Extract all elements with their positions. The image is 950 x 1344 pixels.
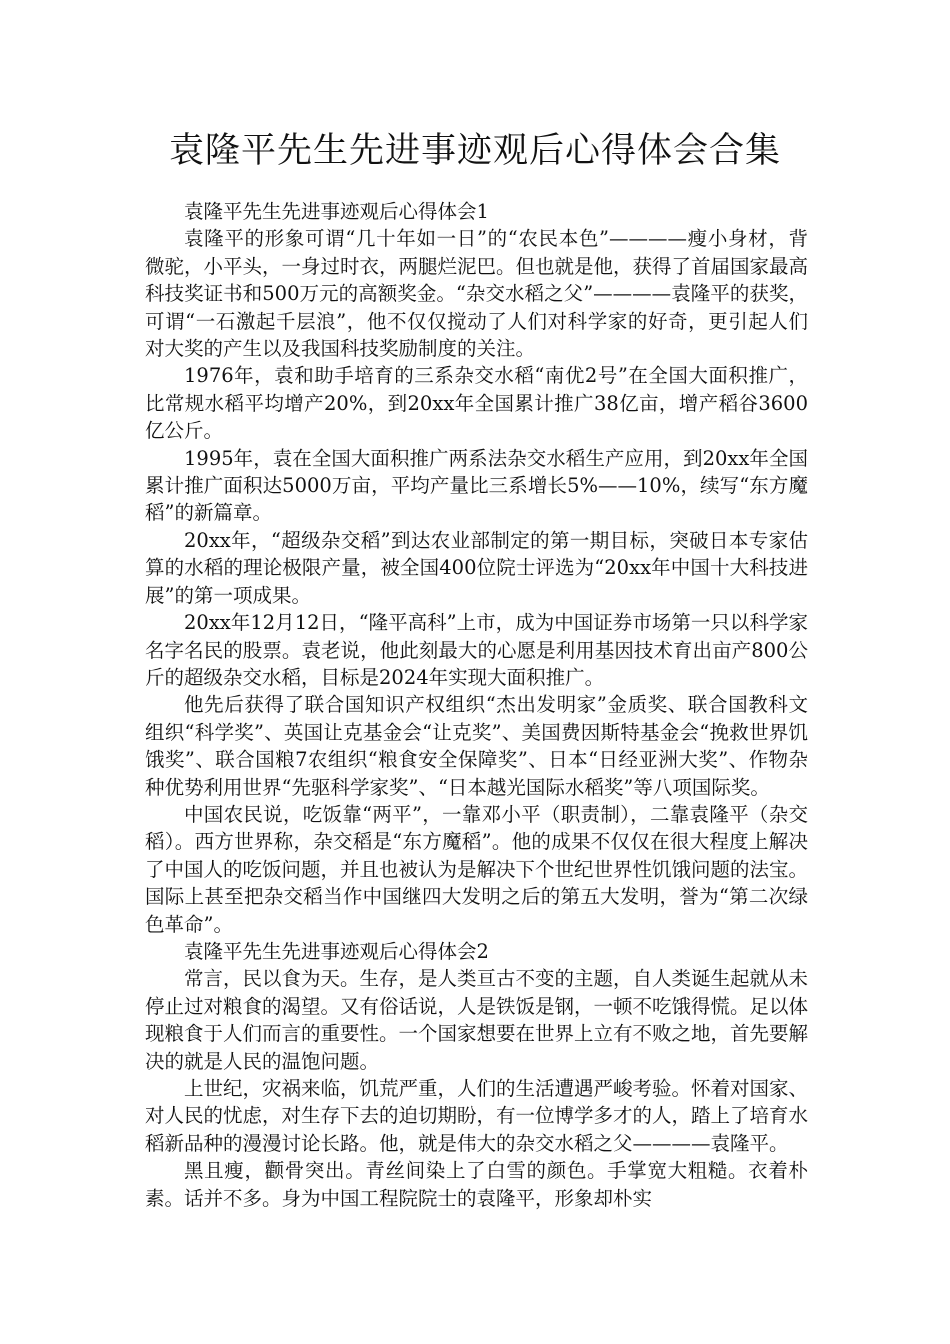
paragraph: 上世纪，灾祸来临，饥荒严重，人们的生活遭遇严峻考验。怀着对国家、对人民的忧虑，对生存下去的迫切期盼，有一位博学多才的人，踏上了培育水稻新品种的漫漫讨论长路。他，就是伟大的杂交水稻之父————袁隆平。	[145, 1077, 809, 1155]
section-heading-2: 袁隆平先生先进事迹观后心得体会2	[184, 939, 489, 963]
paragraph: 中国农民说，吃饭靠“两平”，一靠邓小平（职责制），二靠袁隆平（杂交稻）。西方世界称，杂交稻是“东方魔稻”。他的成果不仅仅在很大程度上解决了中国人的吃饭问题，并且也被认为是解决下个世纪世界性饥饿问题的法宝。国际上甚至把杂交稻当作中国继四大发明之后的第五大发明，誉为“第二次绿色革命”。	[145, 802, 809, 936]
section-heading-1: 袁隆平先生先进事迹观后心得体会1	[184, 200, 489, 223]
document-title: 袁隆平先生先进事迹观后心得体会合集	[168, 131, 781, 171]
paragraph: 1995年，袁在全国大面积推广两系法杂交水稻生产应用，到20xx年全国累计推广面积达5000万亩，平均产量比三系增长5%——10%，续写“东方魔稻”的新篇章。	[145, 446, 808, 525]
paragraph: 常言，民以食为天。生存，是人类亘古不变的主题，自人类诞生起就从未停止过对粮食的渴望。又有俗话说，人是铁饭是钢，一顿不吃饿得慌。足以体现粮食于人们而言的重要性。一个国家想要在世界上立有不败之地，首先要解决的就是人民的温饱问题。	[145, 967, 809, 1073]
paragraph: 他先后获得了联合国知识产权组织“杰出发明家”金质奖、联合国教科文组织“科学奖”、英国让克基金会“让克奖”、美国费因斯特基金会“挽救世界饥饿奖”、联合国粮7农组织“粮食安全保障奖”、日本“日经亚洲大奖”、作物杂种优势利用世界“先驱科学家奖”、“日本越光国际水稻奖”等八项国际奖。	[145, 693, 808, 799]
paragraph: 袁隆平的形象可谓“几十年如一日”的“农民本色”————瘦小身材，背微驼，小平头，一身过时衣，两腿烂泥巴。但也就是他，获得了首届国家最高科技奖证书和500万元的高额奖金。“杂交水稻之父”————袁隆平的获奖，可谓“一石激起千层浪”，他不仅仅搅动了人们对科学家的好奇，更引起人们对大奖的产生以及我国科技奖励制度的关注。	[145, 227, 809, 361]
paragraph: 1976年，袁和助手培育的三系杂交水稻“南优2号”在全国大面积推广，比常规水稻平均增产20%，到20xx年全国累计推广38亿亩，增产稻谷3600亿公斤。	[145, 364, 808, 443]
paragraph: 20xx年，“超级杂交稻”到达农业部制定的第一期目标，突破日本专家估算的水稻的理论极限产量，被全国400位院士评选为“20xx年中国十大科技进展”的第一项成果。	[145, 528, 808, 607]
document-body	[145, 198, 808, 1212]
paragraph: 黑且瘦，颧骨突出。青丝间染上了白雪的颜色。手掌宽大粗糙。衣着朴素。话并不多。身为中国工程院院士的袁隆平，形象却朴实	[145, 1159, 808, 1210]
paragraph: 20xx年12月12日，“隆平高科”上市，成为中国证券市场第一只以科学家名字名民的股票。袁老说，他此刻最大的心愿是利用基因技术育出亩产800公斤的超级杂交水稻，目标是2024年实现大面积推广。	[145, 611, 808, 689]
